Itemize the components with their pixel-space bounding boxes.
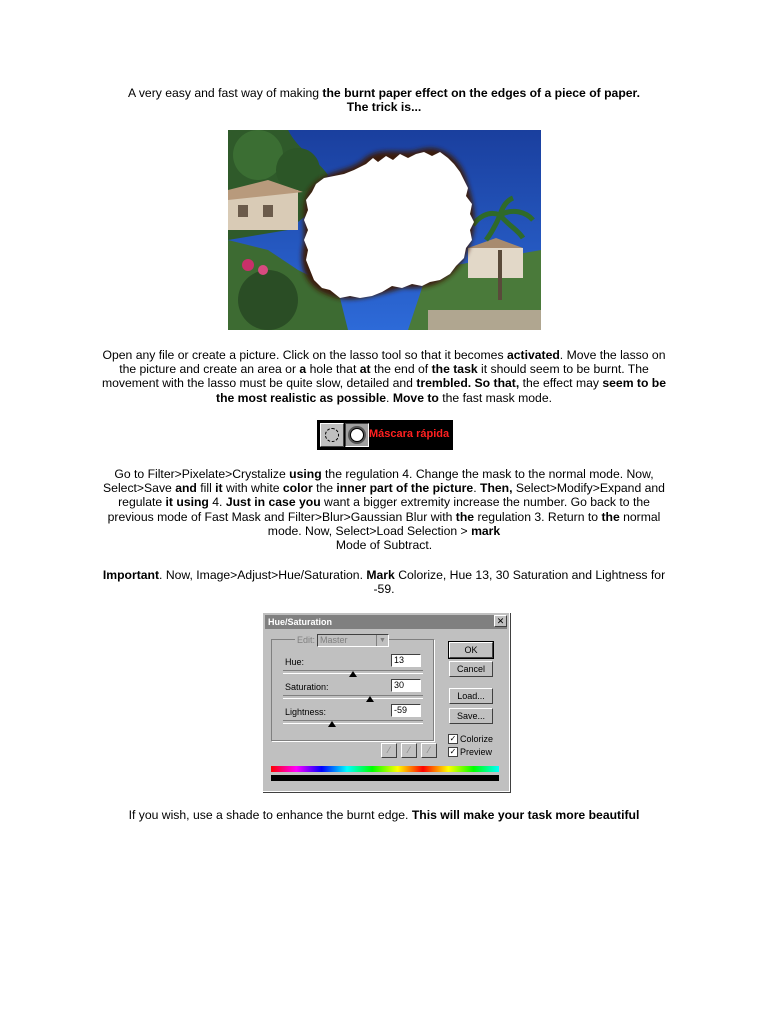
p2-text-5: it should seem to be burnt. The movement with the lasso must be quite slow, detailed and xyxy=(101,362,649,391)
p5-text-1: If you wish, use a shade to enhance the burnt edge. xyxy=(128,808,412,822)
hue-saturation-dialog xyxy=(262,612,510,792)
close-icon[interactable]: ✕ xyxy=(494,615,507,627)
p2-bold-5: trembled. So that, xyxy=(416,376,520,391)
dialog-title: Hue/Saturation xyxy=(268,617,333,627)
saturation-field[interactable]: 30 xyxy=(391,679,421,692)
p3-text-2: the regulation 4. Change the mask to the normal mode. Now, Select>Save xyxy=(103,467,654,496)
p2-text-3: hole that xyxy=(306,362,360,377)
preview-checkbox[interactable]: ✓ xyxy=(449,747,457,756)
instructions-paragraph-1 xyxy=(100,348,668,405)
closing-paragraph xyxy=(100,808,668,822)
important-paragraph xyxy=(100,568,668,596)
color-spectrum-bar xyxy=(271,766,499,772)
instructions-paragraph-2 xyxy=(100,467,668,552)
p3-text-12: Mode of Subtract. xyxy=(335,538,433,553)
eyedropper-plus-icon[interactable]: ⁄ xyxy=(401,743,417,758)
quick-mask-mode-button[interactable] xyxy=(345,423,369,447)
standard-mode-icon xyxy=(325,428,339,442)
p4-bold-2: Mark xyxy=(366,568,395,582)
p3-bold-2: and xyxy=(175,481,197,496)
p2-bold-4: the task xyxy=(431,362,478,377)
p2-bold-6: seem to be the most realistic as possible xyxy=(216,376,667,405)
p3-bold-3: it xyxy=(215,481,223,496)
p3-text-5: the xyxy=(312,481,337,496)
burnt-paper-photo xyxy=(228,130,541,330)
chevron-down-icon: ▼ xyxy=(376,635,388,646)
p3-text-7: Select>Modify>Expand and regulate xyxy=(118,481,665,510)
p2-text-8: the fast mask mode. xyxy=(438,390,552,405)
hue-slider-thumb[interactable] xyxy=(349,671,357,677)
p3-bold-1: using xyxy=(289,467,322,481)
p3-text-6: . xyxy=(473,481,480,496)
hue-field[interactable]: 13 xyxy=(391,654,421,667)
burnt-photo-illustration xyxy=(228,130,541,330)
hue-label: Hue: xyxy=(285,657,305,667)
preview-label: Preview xyxy=(460,747,493,757)
p2-bold-2: a xyxy=(299,362,307,377)
p3-text-9: want a bigger extremity increase the number. Go back to the previous mode of Fast Mask and Filter>Blur>Gaussian Blur with xyxy=(107,495,650,524)
ok-button[interactable]: OK xyxy=(449,642,493,658)
p3-text-1: Go to Filter>Pixelate>Crystalize xyxy=(114,467,290,481)
load-button[interactable]: Load... xyxy=(449,688,493,704)
quick-mask-icon xyxy=(350,428,364,442)
save-button[interactable]: Save... xyxy=(449,708,493,724)
p2-bold-1: activated xyxy=(506,348,560,362)
saturation-label: Saturation: xyxy=(285,682,329,692)
p3-text-3: fill xyxy=(196,481,216,496)
p2-bold-7: Move to xyxy=(392,390,439,405)
p4-bold-1: Important xyxy=(102,568,160,582)
intro-trick: The trick is... xyxy=(346,100,422,115)
intro-text: A very easy and fast way of making xyxy=(127,86,323,100)
p3-bold-6: Then, xyxy=(480,481,513,496)
lightness-field[interactable]: -59 xyxy=(391,704,421,717)
p3-text-11: normal mode. Now, Select>Load Selection > xyxy=(267,509,661,538)
p3-bold-4: color xyxy=(282,481,313,496)
p3-bold-7: it using xyxy=(165,495,209,510)
p2-bold-3: at xyxy=(359,362,371,377)
p4-text-2: Colorize, Hue 13, 30 Saturation and Lightness for -59. xyxy=(373,568,666,597)
quick-mask-toolbar xyxy=(317,420,453,450)
p2-text-2: . Move the lasso on the picture and create an area or xyxy=(119,348,666,377)
p3-bold-9: the xyxy=(455,509,475,524)
dialog-titlebar[interactable] xyxy=(265,615,507,629)
p3-bold-10: the xyxy=(601,509,620,524)
edit-label: Edit: xyxy=(297,635,316,645)
p5-bold-1: This will make your task more beautiful xyxy=(411,808,640,822)
colorize-label: Colorize xyxy=(460,734,494,744)
p2-text-4: the end of xyxy=(370,362,432,377)
eyedropper-icon[interactable]: ⁄ xyxy=(381,743,397,758)
saturation-slider-thumb[interactable] xyxy=(366,696,374,702)
p3-text-4: with white xyxy=(222,481,283,496)
intro-paragraph xyxy=(100,86,668,114)
colorize-checkbox[interactable]: ✓ xyxy=(449,734,457,743)
eyedropper-minus-icon[interactable]: ⁄ xyxy=(421,743,437,758)
p2-text-7: . xyxy=(386,390,393,405)
cancel-button[interactable]: Cancel xyxy=(449,661,493,677)
edit-select-value: Master xyxy=(320,635,348,645)
p2-text-1: Open any file or create a picture. Click on the lasso tool so that it becomes xyxy=(102,348,507,362)
p3-bold-5: inner part of the picture xyxy=(336,481,474,496)
adjusted-color-bar xyxy=(271,775,499,781)
lightness-label: Lightness: xyxy=(285,707,327,717)
standard-mode-button[interactable] xyxy=(320,423,344,447)
p2-text-6: the effect may xyxy=(519,376,603,391)
p4-text-1: . Now, Image>Adjust>Hue/Saturation. xyxy=(159,568,367,582)
saturation-slider-track[interactable] xyxy=(283,695,423,699)
edit-select[interactable] xyxy=(317,634,389,647)
p3-text-10: regulation 3. Return to xyxy=(474,509,602,524)
lightness-slider-track[interactable] xyxy=(283,720,423,724)
p3-bold-11: mark xyxy=(471,523,501,538)
p3-bold-8: Just in case you xyxy=(225,495,321,510)
lightness-slider-thumb[interactable] xyxy=(328,721,336,727)
intro-bold: the burnt paper effect on the edges of a piece of paper. xyxy=(322,86,641,100)
quick-mask-label: Máscara rápida xyxy=(369,428,450,440)
p3-text-8: 4. xyxy=(208,495,226,510)
